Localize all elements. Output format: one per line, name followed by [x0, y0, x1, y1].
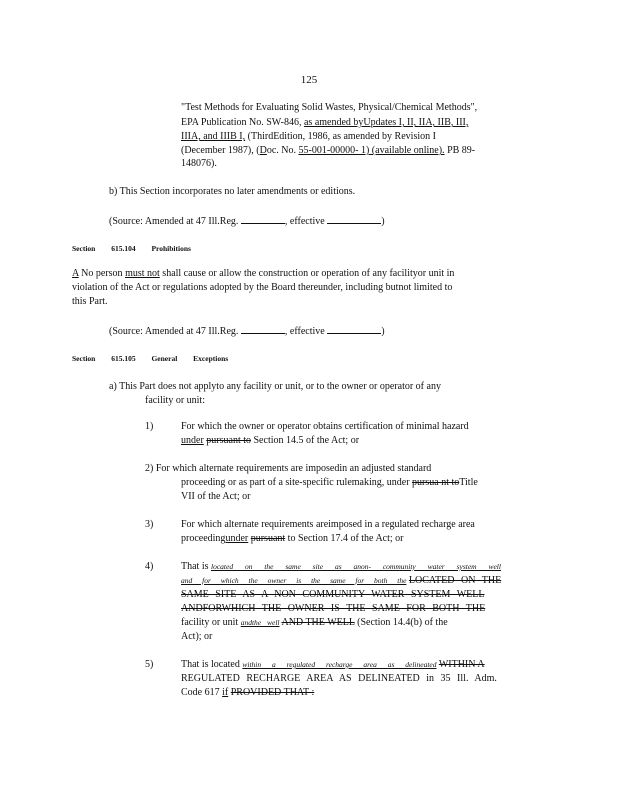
item-4-line-5-a: facility or unit — [181, 617, 239, 628]
item-5-line-3 — [181, 687, 314, 699]
prohibition-line-1-c: shall cause or allow the construction or operation of any facilityor unit in — [162, 268, 455, 279]
citation-line-2-b: as amended byUpdates I, II, IIA, IIB, III, — [303, 117, 469, 128]
source-2-date-blank — [327, 324, 381, 334]
source-1-date-blank — [327, 214, 381, 224]
item-4-line-5 — [181, 617, 448, 629]
item-2-struck: pursua nt to — [412, 477, 460, 488]
item-3-line-2-a: proceeding — [181, 533, 226, 544]
citation-line-3-a: IIIA, and IIIB I, — [181, 131, 246, 142]
section-615-104-heading: Section 615.104 Prohibitions — [72, 244, 191, 253]
item-3-number: 3) — [145, 519, 154, 530]
item-5-line-2: REGULATED RECHARGE AREA AS DELINEATED in 35 Ill. Adm. — [181, 673, 497, 684]
source-note-2 — [109, 324, 385, 338]
citation-line-3 — [181, 131, 436, 143]
citation-line-4 — [181, 145, 475, 157]
item-1-number: 1) — [145, 421, 154, 432]
item-2-line-2-b: Title — [459, 477, 478, 488]
item-5-line-3-a: Code 617 — [181, 687, 220, 698]
prohibition-line-1-a: No person — [81, 268, 123, 279]
item-5-line-1 — [181, 659, 485, 671]
item-3-line-1: For which alternate requirements areimposed in a regulated recharge area — [181, 519, 475, 530]
item-4-line-2-a: and for which the owner is the same for both the — [181, 576, 407, 585]
source-2-close: ) — [381, 326, 385, 337]
page-number: 125 — [300, 74, 318, 86]
item-3-line-2-b: under — [225, 533, 249, 544]
citation-line-2 — [181, 117, 468, 129]
item-1-line-2 — [181, 435, 359, 447]
item-5-number: 5) — [145, 659, 154, 670]
item-4-line-4 — [181, 603, 485, 615]
item-4-line-6: Act); or — [181, 631, 213, 642]
item-4-line-3-text: SAME SITE AS A NON COMMUNITY WATER SYSTEM WELL — [181, 589, 485, 600]
item-4-line-2-b: LOCATED ON THE — [408, 575, 502, 586]
prohibition-line-1 — [72, 268, 454, 280]
item-1-line-1: For which the owner or operator obtains certification of minimal hazard — [181, 421, 469, 432]
item-5-line-3-c: PROVIDED THAT : — [230, 687, 315, 698]
item-4-line-1-b: located on the same site as anon- community water system well — [211, 562, 501, 571]
citation-line-3-b: (ThirdEdition, 1986, as amended by Revision I — [247, 131, 436, 142]
source-note-1 — [109, 214, 385, 228]
item-3-line-2-d: to Section 17.4 of the Act; or — [287, 533, 404, 544]
item-4-number: 4) — [145, 561, 154, 572]
item-4-line-5-d: (Section 14.4(b) of the — [357, 617, 448, 628]
source-2-label: (Source: Amended at 47 Ill.Reg. — [109, 326, 239, 337]
item-2-line-2 — [181, 477, 478, 489]
item-2-line-1: 2) For which alternate requirements are imposedin an adjusted standard — [145, 463, 432, 474]
item-2-line-3: VII of the Act; or — [181, 491, 251, 502]
item-2-line-2-a: proceeding or as part of a site-specific rulemaking, under — [181, 477, 410, 488]
item-5-line-3-b: if — [222, 687, 229, 698]
item-4-line-1-a: That is — [181, 561, 209, 572]
item-1-struck: pursuant to — [206, 435, 251, 446]
item-5-line-1-a: That is located — [181, 659, 240, 670]
subsection-b: b) This Section incorporates no later amendments or editions. — [109, 186, 356, 197]
citation-line-5: 148076). — [181, 158, 217, 169]
source-2-register-blank — [241, 324, 285, 334]
source-1-close: ) — [381, 216, 385, 227]
source-1-effective: , effective — [284, 216, 325, 227]
item-5-line-1-b: within a regulated recharge area as delineated — [242, 660, 437, 669]
prohibition-a-mark: A — [72, 268, 79, 279]
item-4-line-5-b: andthe well — [240, 618, 280, 627]
item-4-line-1 — [181, 561, 501, 573]
item-4-line-3 — [181, 589, 485, 601]
source-1-label: (Source: Amended at 47 Ill.Reg. — [109, 216, 239, 227]
item-1-rest: Section 14.5 of the Act; or — [253, 435, 360, 446]
item-3-line-2 — [181, 533, 404, 545]
citation-line-4-a: (December 1987), ( — [181, 145, 260, 156]
item-3-line-2-c: pursuant — [250, 533, 286, 544]
section-615-105-heading: Section 615.105 General Exceptions — [72, 354, 229, 363]
item-5-line-1-c: WITHIN A — [438, 659, 485, 670]
prohibition-line-3: this Part. — [72, 296, 108, 307]
item-4-line-5-c: AND THE WELL — [281, 617, 355, 628]
item-1-under: under — [181, 435, 204, 446]
prohibition-line-1-b: must not — [125, 268, 160, 279]
subsection-a-line-1: a) This Part does not applyto any facility or unit, or to the owner or operator of any — [109, 381, 441, 392]
source-2-effective: , effective — [284, 326, 325, 337]
item-4-line-2 — [181, 575, 501, 587]
citation-line-4-d: 55-001-00000- 1) (available online). — [298, 145, 445, 156]
citation-line-2-a: EPA Publication No. SW-846, — [181, 117, 302, 128]
item-4-line-4-text: ANDFORWHICH THE OWNER IS THE SAME FOR BOTH THE — [181, 603, 486, 614]
citation-line-4-c: oc. No. — [266, 145, 296, 156]
citation-line-4-e: PB 89- — [447, 145, 476, 156]
citation-line-1: "Test Methods for Evaluating Solid Wastes, Physical/Chemical Methods", — [181, 102, 478, 113]
source-1-register-blank — [241, 214, 285, 224]
subsection-a-line-2: facility or unit: — [145, 395, 205, 406]
prohibition-line-2: violation of the Act or regulations adopted by the Board thereunder, including butnot limited to — [72, 282, 453, 293]
citation-line-4-b: D — [259, 145, 267, 156]
